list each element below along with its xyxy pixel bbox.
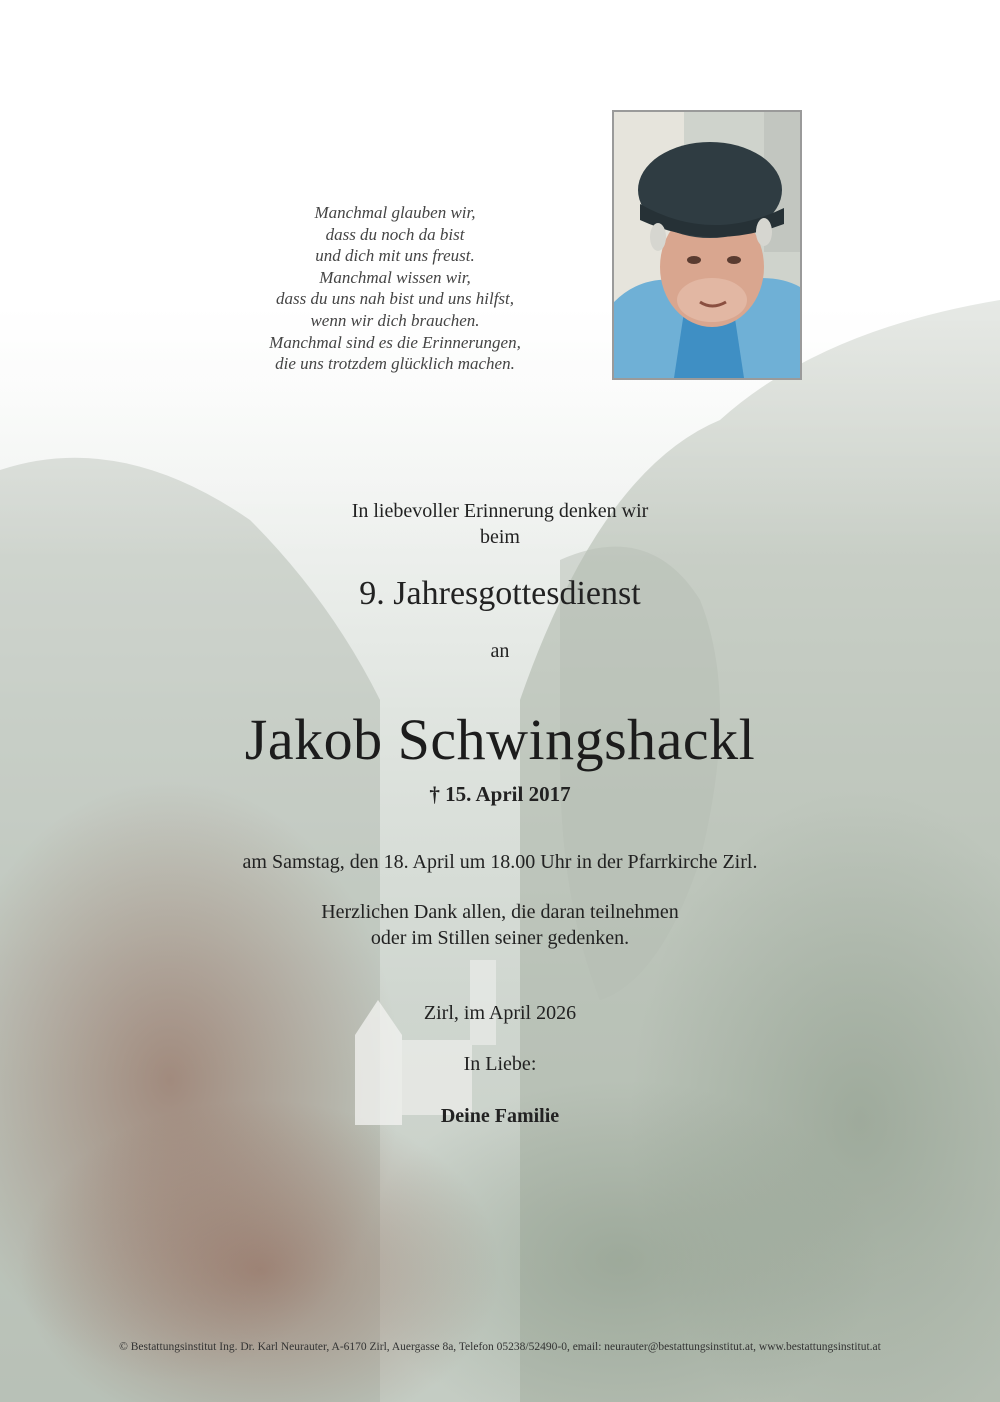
poem-line: Manchmal glauben wir, [314, 203, 476, 222]
place-date: Zirl, im April 2026 [423, 1002, 577, 1024]
closing-text: In Liebe: [463, 1053, 537, 1075]
poem-line: die uns trotzdem glücklich machen. [275, 354, 515, 374]
death-date-value: 15. April 2017 [445, 782, 571, 806]
portrait-photo [612, 110, 802, 380]
thanks-text [0, 899, 1000, 951]
portrait-image [614, 112, 800, 378]
poem-line: Manchmal wissen wir, [319, 267, 471, 287]
poem-line: und dich mit uns freust. [315, 246, 475, 266]
death-date [0, 780, 1000, 808]
poem-line: wenn wir dich brauchen. [310, 310, 480, 330]
poem-line: dass du noch da bist [325, 224, 465, 244]
event-title: 9. Jahresgottesdienst [359, 575, 641, 612]
service-details: am Samstag, den 18. April um 18.00 Uhr in der Pfarrkirche Zirl. [242, 851, 758, 873]
poem-line: dass du uns nah bist und uns hilfst, [275, 289, 515, 309]
thanks-line-2: oder im Stillen seiner gedenken. [370, 927, 630, 949]
signature: Deine Familie [440, 1105, 560, 1127]
poem-line: Manchmal sind es die Erinnerungen, [269, 332, 521, 352]
thanks-line-1: Herzlichen Dank allen, die daran teilnehmen [321, 901, 679, 923]
intro-line-2: beim [480, 526, 520, 548]
memorial-poem [215, 202, 575, 375]
footer-imprint: © Bestattungsinstitut Ing. Dr. Karl Neurauter, A-6170 Zirl, Auergasse 8a, Telefon 05238/52490-0, email: neurauter@bestattungsinstitut.at, www.bestattungsinstitut.at [119, 1341, 881, 1353]
intro-text [0, 498, 1000, 550]
cross-icon: † [429, 782, 440, 806]
intro-line-1: In liebevoller Erinnerung denken wir [351, 500, 649, 522]
deceased-name: Jakob Schwingshackl [244, 707, 756, 772]
connector-text: an [490, 640, 510, 662]
